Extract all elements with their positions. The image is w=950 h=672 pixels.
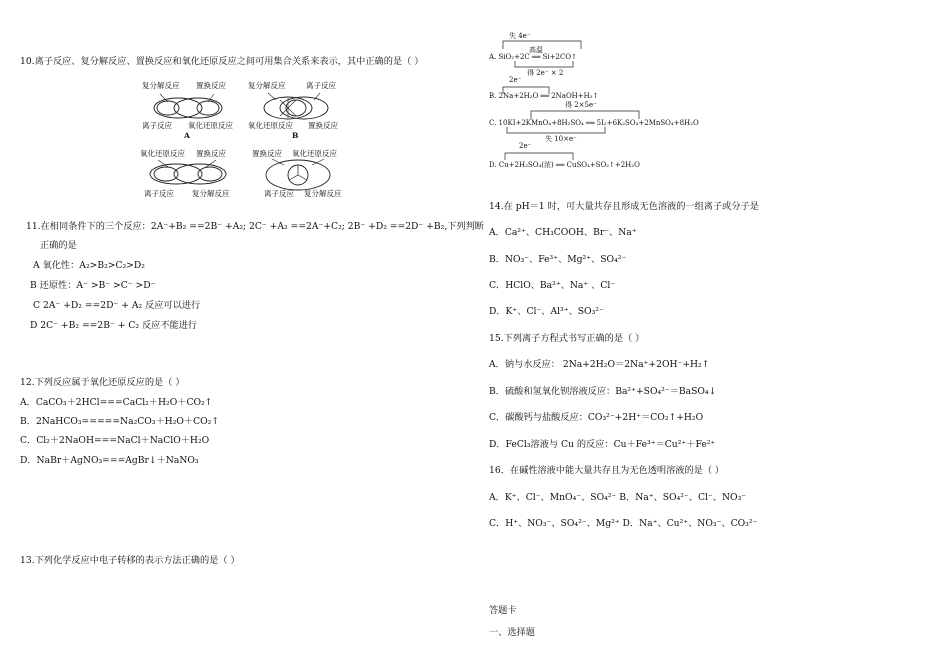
q13-c-bracket-bottom <box>505 127 665 137</box>
diagram-d-top-right: 氧化还原反应 <box>292 149 337 158</box>
diagram-b-label: B <box>292 131 299 140</box>
q13-a-bracket-top <box>501 38 591 50</box>
q12-option-d: D．NaBr＋AgNO₃===AgBr↓＋NaNO₃ <box>20 455 199 466</box>
q13-option-d <box>489 142 689 172</box>
q10-diagram-b <box>248 80 343 142</box>
q15-option-a: A．钠与水反应： 2Na+2H₂O＝2Na⁺+2OH⁻+H₂↑ <box>489 359 710 370</box>
diagram-a-top-right: 置换反应 <box>196 81 226 90</box>
diagram-c-bottom-left: 离子反应 <box>144 189 174 198</box>
q13-d-bracket <box>503 150 583 160</box>
q13-c-top-label: 得 2×5e⁻ <box>565 101 597 109</box>
q12-option-c: C．Cl₂＋2NaOH===NaCl＋NaClO＋H₂O <box>20 435 210 446</box>
q10-diagram-d <box>250 148 350 200</box>
diagram-a-bottom-left: 离子反应 <box>142 121 172 130</box>
q13-c-bracket-top <box>529 107 689 119</box>
q11-stem: 11.在相同条件下的三个反应：2A⁻+B₂ ==2B⁻ +A₂; 2C⁻ +A₂ ==2A⁻+C₂; 2B⁻ +D₂ ==2D⁻ +B₂,下列判断 <box>26 221 484 232</box>
q14-option-c: C．HClO、Ba²⁺、Na⁺ 、Cl⁻ <box>489 280 616 291</box>
diagram-d-sets <box>250 157 350 191</box>
q13-b-top-label: 2e⁻ <box>509 76 522 84</box>
diagram-c-top-right: 置换反应 <box>196 149 226 158</box>
diagram-b-top-left: 复分解反应 <box>248 81 286 90</box>
answer-card-title: 答题卡 <box>489 605 517 616</box>
q13-d-equation: D. Cu+2H₂SO₄(浓) ══ CuSO₄+SO₂↑+2H₂O <box>489 161 640 169</box>
q13-d-top-label: 2e⁻ <box>519 142 532 150</box>
q13-c-bottom-label: 失 10×e⁻ <box>545 135 577 143</box>
diagram-a-bottom-right: 氧化还原反应 <box>188 121 233 130</box>
diagram-d-top-left: 置换反应 <box>252 149 282 158</box>
q13-a-top-label: 失 4e⁻ <box>509 32 531 40</box>
q15-option-d: D．FeCl₃溶液与 Cu 的反应：Cu＋Fe³⁺＝Cu²⁺＋Fe²⁺ <box>489 439 716 450</box>
q13-a-equation: A. SiO₂+2C ══ Si+2CO↑ <box>489 53 577 61</box>
q16-options-row2: C．H⁺、NO₃⁻、SO₄²⁻、Mg²⁺ D．Na⁺、Cu²⁺、NO₃⁻、CO₃²⁻ <box>489 518 758 529</box>
q13-a-condition: 高温 <box>529 46 543 54</box>
diagram-d-bottom-left: 离子反应 <box>264 189 294 198</box>
diagram-b-top-right: 离子反应 <box>306 81 336 90</box>
q15-option-c: C．碳酸钙与盐酸反应：CO₃²⁻+2H⁺＝CO₂↑+H₂O <box>489 412 704 423</box>
diagram-d-bottom-right: 复分解反应 <box>304 189 342 198</box>
diagram-a-label: A <box>184 131 190 140</box>
q16-stem: 16．在碱性溶液中能大量共存且为无色透明溶液的是（ ） <box>489 465 725 476</box>
q13-option-a <box>489 28 689 78</box>
diagram-b-bottom-right: 置换反应 <box>308 121 338 130</box>
q13-c-equation: C. 10KI+2KMnO₄+8H₂SO₄ ══ 5I₂+6K₂SO₄+2MnSO₄+8H₂O <box>489 119 699 127</box>
q12-option-a: A．CaCO₃＋2HCl===CaCl₂＋H₂O＋CO₂↑ <box>20 397 213 408</box>
q11-option-c: C 2A⁻ +D₂ ==2D⁻ + A₂ 反应可以进行 <box>33 300 201 311</box>
diagram-a-top-left: 复分解反应 <box>142 81 180 90</box>
q12-option-b: B．2NaHCO₃=====Na₂CO₃＋H₂O＋CO₂↑ <box>20 416 220 427</box>
diagram-c-top-left: 氧化还原反应 <box>140 149 185 158</box>
diagram-c-bottom-right: 复分解反应 <box>192 189 230 198</box>
diagram-c-sets <box>140 158 235 190</box>
q10-diagram-a <box>140 80 235 142</box>
q14-option-d: D．K⁺、Cl⁻、Al³⁺、SO₃²⁻ <box>489 306 604 317</box>
q14-option-a: A．Ca²⁺、CH₃COOH、Br⁻、Na⁺ <box>489 227 637 238</box>
q11-stem-cont: 正确的是 <box>40 240 77 251</box>
q13-stem: 13.下列化学反应中电子转移的表示方法正确的是（ ） <box>20 555 240 566</box>
diagram-b-bottom-left: 氧化还原反应 <box>248 121 293 130</box>
q12-stem: 12.下列反应属于氧化还原反应的是（ ） <box>20 377 185 388</box>
q10-diagram-c <box>140 148 235 200</box>
q14-option-b: B．NO₃⁻、Fe³⁺、Mg²⁺、SO₄²⁻ <box>489 254 627 265</box>
answer-card-section: 一、选择题 <box>489 627 535 638</box>
q11-option-d: D 2C⁻ +B₂ ==2B⁻ + C₂ 反应不能进行 <box>30 320 198 331</box>
q11-option-b: B 还原性：A⁻ >B⁻ >C⁻ >D⁻ <box>30 280 156 291</box>
q16-options-row1: A．K⁺、Cl⁻、MnO₄⁻、SO₄²⁻ B．Na⁺、SO₄²⁻、Cl⁻、NO₃⁻ <box>489 492 747 503</box>
q13-option-c <box>489 100 709 144</box>
q11-option-a: A 氧化性：A₂>B₂>C₂>D₂ <box>33 260 145 271</box>
q14-stem: 14.在 pH＝1 时，可大量共存且形成无色溶液的一组离子或分子是 <box>489 201 759 212</box>
q13-a-bottom-label: 得 2e⁻ × 2 <box>527 69 564 77</box>
q15-stem: 15.下列离子方程式书写正确的是（ ） <box>489 333 645 344</box>
q13-b-equation: B. 2Na+2H₂O ══ 2NaOH+H₂↑ <box>489 92 599 100</box>
q10-stem: 10.离子反应、复分解反应、置换反应和氧化还原反应之间可用集合关系来表示，其中正确的是（ ） <box>20 56 424 67</box>
q15-option-b: B．硫酸和氢氧化钡溶液反应：Ba²⁺+SO₄²⁻＝BaSO₄↓ <box>489 386 717 397</box>
